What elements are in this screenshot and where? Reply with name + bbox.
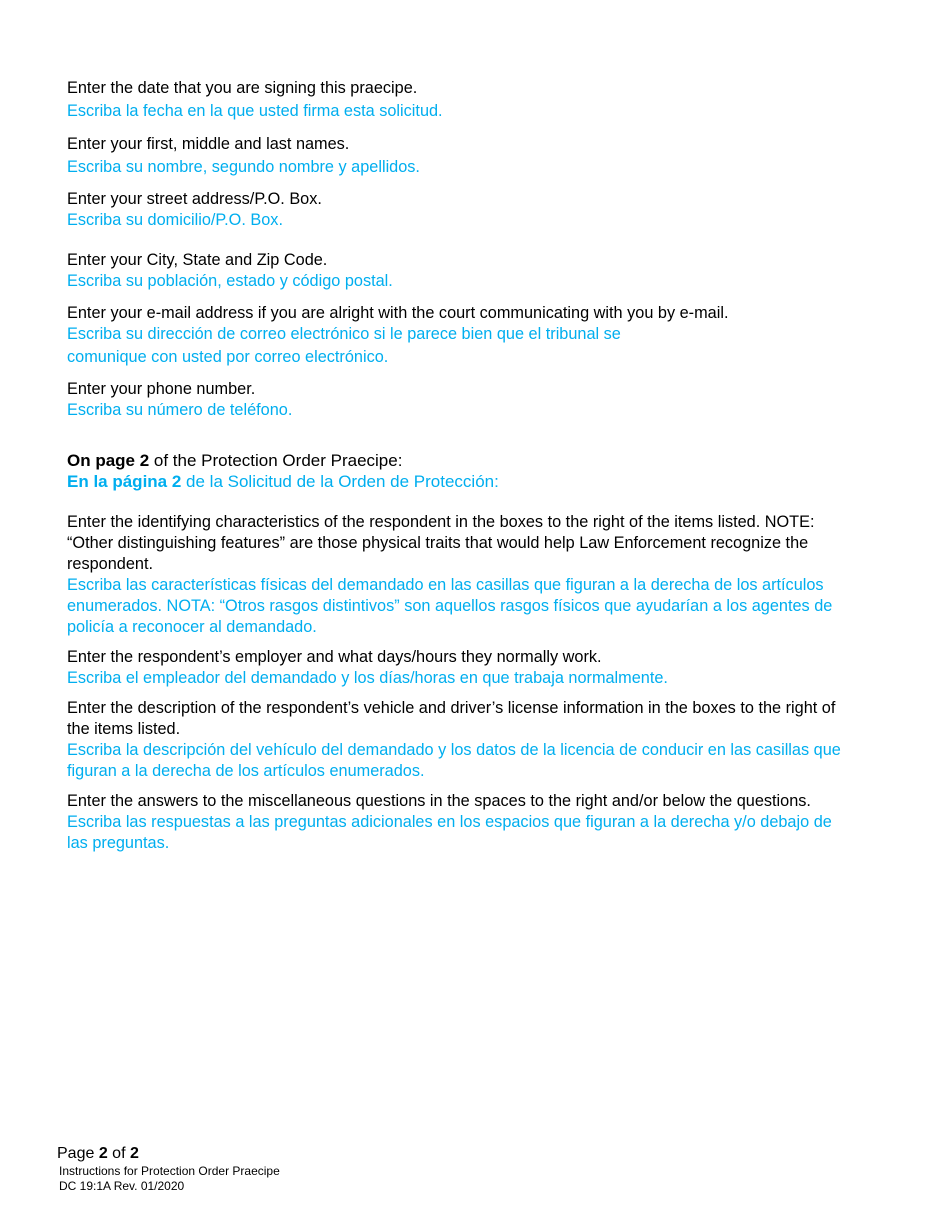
spanish-text: comunique con usted por correo electrónico. xyxy=(67,348,389,366)
english-text: Enter the identifying characteristics of the respondent in the boxes to the right of the items listed. NOTE: “Other distinguishing features” are those physical traits that would help Law Enforcement recognize the respondent. xyxy=(67,513,815,573)
english-text: Enter your e-mail address if you are alright with the court communicating with you by e-mail. xyxy=(67,304,729,322)
english-text: Enter your street address/P.O. Box. xyxy=(67,190,322,208)
english-text: Enter the answers to the miscellaneous questions in the spaces to the right and/or below the questions. xyxy=(67,792,811,810)
spanish-text: Escriba la fecha en la que usted firma esta solicitud. xyxy=(67,102,443,120)
page2-heading xyxy=(67,450,857,492)
english-text: Enter the respondent’s employer and what days/hours they normally work. xyxy=(67,648,602,666)
instruction-characteristics xyxy=(67,512,857,638)
english-text: Enter the description of the respondent’s vehicle and driver’s license information in the boxes to the right of the items listed. xyxy=(67,699,836,738)
instruction-phone xyxy=(67,379,857,421)
document-body xyxy=(67,78,857,854)
instruction-date xyxy=(67,78,857,122)
spanish-text: Escriba el empleador del demandado y los días/horas en que trabaja normalmente. xyxy=(67,669,668,687)
spanish-text: Escriba su dirección de correo electrónico si le parece bien que el tribunal se xyxy=(67,325,621,343)
spanish-text: Escriba su domicilio/P.O. Box. xyxy=(67,211,283,229)
instruction-employer xyxy=(67,647,857,689)
instruction-misc xyxy=(67,791,857,854)
page-footer xyxy=(57,1144,280,1194)
instruction-names xyxy=(67,134,857,178)
heading-bold: On page 2 xyxy=(67,451,150,470)
spanish-text: Escriba su número de teléfono. xyxy=(67,401,293,419)
current-page: 2 xyxy=(98,1145,108,1162)
instruction-vehicle xyxy=(67,698,857,782)
spanish-heading xyxy=(67,471,857,492)
english-text: Enter your first, middle and last names. xyxy=(67,135,350,153)
heading-bold: En la página 2 xyxy=(67,472,182,491)
english-text: Enter your City, State and Zip Code. xyxy=(67,251,328,269)
spanish-text: Escriba las respuestas a las preguntas adicionales en los espacios que figuran a la derecha y/o debajo de las preguntas. xyxy=(67,813,832,852)
instruction-address xyxy=(67,189,857,231)
instruction-city xyxy=(67,250,857,292)
english-text: Enter the date that you are signing this praecipe. xyxy=(67,79,418,97)
spanish-text: Escriba la descripción del vehículo del demandado y los datos de la licencia de conducir en las casillas que figuran a la derecha de los artículos enumerados. xyxy=(67,741,841,780)
heading-rest: de la Solicitud de la Orden de Protección: xyxy=(181,472,499,491)
of-word: of xyxy=(107,1145,130,1162)
instruction-email xyxy=(67,303,857,368)
spanish-text: Escriba su población, estado y código postal. xyxy=(67,272,393,290)
total-pages: 2 xyxy=(129,1145,139,1162)
page-number xyxy=(57,1144,280,1164)
english-heading xyxy=(67,450,857,471)
heading-rest: of the Protection Order Praecipe: xyxy=(149,451,403,470)
form-title: Instructions for Protection Order Praecipe xyxy=(59,1164,280,1178)
spanish-text: Escriba las características físicas del demandado en las casillas que figuran a la derecha de los artículos enumerados. NOTA: “Otros rasgos distintivos” son aquellos rasgos físicos que ayudarían a los agentes de policía a reconocer al demandado. xyxy=(67,576,833,636)
page-word: Page xyxy=(57,1145,99,1162)
english-text: Enter your phone number. xyxy=(67,380,256,398)
form-number: DC 19:1A Rev. 01/2020 xyxy=(59,1179,185,1193)
spanish-text: Escriba su nombre, segundo nombre y apellidos. xyxy=(67,158,420,176)
